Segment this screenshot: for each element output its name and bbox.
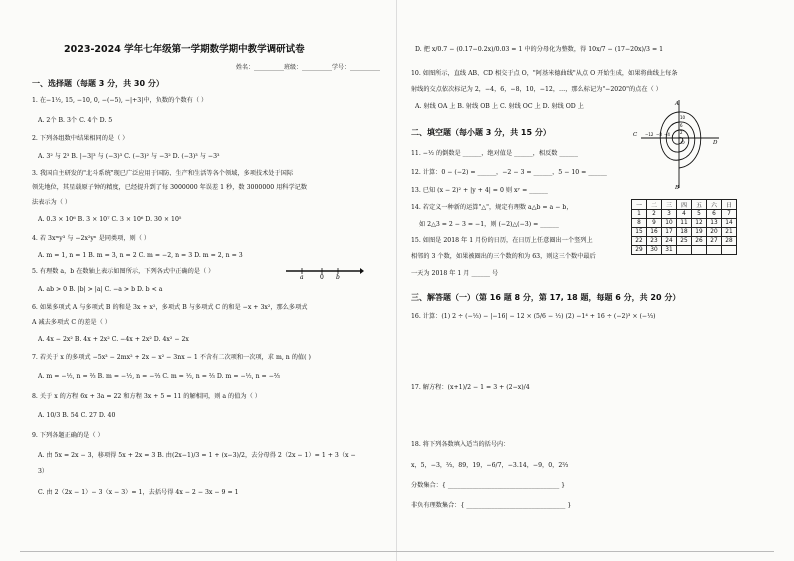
question-5-options: A. ab > 0 B. |b| > |a| C. −a > b D. b < a bbox=[38, 286, 163, 293]
calendar-cell: 20 bbox=[707, 228, 722, 237]
calendar-cell bbox=[722, 246, 737, 255]
question-4-options: A. m = 1, n = 1 B. m = 3, n = 2 C. m = −2, n = 3 D. m = 2, n = 3 bbox=[38, 252, 243, 259]
question-6-options: A. 4x − 2x² B. 4x + 2x² C. −4x + 2x² D. 4x² − 2x bbox=[38, 336, 189, 343]
calendar-cell: 13 bbox=[707, 219, 722, 228]
label-a: a bbox=[300, 274, 304, 279]
section-2-heading: 二、填空题（每小题 3 分，共 15 分） bbox=[411, 128, 551, 137]
question-1: 1. 在−1½, 15, −10, 0, −(−5), −|+3|中，负数的个数有（ ） bbox=[32, 97, 208, 104]
calendar-header-cell: 一 bbox=[632, 200, 647, 210]
calendar-cell: 15 bbox=[632, 228, 647, 237]
calendar-cell: 24 bbox=[662, 237, 677, 246]
calendar-cell: 10 bbox=[662, 219, 677, 228]
question-14-line1: 14. 若定义一种新的运算"△"，规定有理数 a△b = a − b， bbox=[411, 204, 573, 211]
calendar-cell: 21 bbox=[722, 228, 737, 237]
calendar-cell bbox=[692, 246, 707, 255]
question-7-options: A. m = −½, n = ⅔ B. m = −½, n = −⅔ C. m = ½, n = ⅔ D. m = −½, n = −⅔ bbox=[38, 373, 280, 380]
fraction-set-field: 分数集合：{ ____________________________________ } bbox=[411, 482, 566, 489]
question-10-line2: 射线的交点依次标记为 2，−4，6，−8，10，−12，…，那么标记为"−2020"的点在（ ） bbox=[411, 86, 662, 93]
label-neg4: −4 bbox=[664, 132, 670, 137]
calendar-row bbox=[632, 219, 737, 228]
question-2: 2. 下列各组数中结果相同的是（ ） bbox=[32, 135, 129, 142]
calendar-cell: 12 bbox=[692, 219, 707, 228]
question-18: 18. 将下列各数填入适当的括号内： bbox=[411, 441, 510, 448]
question-16: 16. 计算：(1) 2 ÷ (−⅓) − |−16| − 12 × (5/6 − ½) (2) −1⁴ + 16 ÷ (−2)³ × (−⅓) bbox=[411, 313, 656, 320]
question-12: 12. 计算：0 − (−2) = ______，−2 − 3 = ______，5 − 10 = ______ bbox=[411, 169, 607, 176]
calendar-cell: 6 bbox=[707, 210, 722, 219]
calendar-cell bbox=[677, 246, 692, 255]
calendar-cell: 19 bbox=[692, 228, 707, 237]
calendar-cell: 2 bbox=[647, 210, 662, 219]
label-O: O bbox=[681, 141, 685, 146]
question-8: 8. 关于 x 的方程 6x + 3a = 22 和方程 3x + 5 = 11 的解相同，则 a 的值为（ ） bbox=[32, 393, 261, 400]
label-10: 10 bbox=[680, 115, 686, 120]
calendar-header-cell: 日 bbox=[722, 200, 737, 210]
section-3-heading: 三、解答题（一）（第 16 题 8 分，第 17, 18 题，每题 6 分，共 20 分） bbox=[411, 293, 681, 302]
number-line-arrow bbox=[360, 268, 364, 274]
calendar-cell: 8 bbox=[632, 219, 647, 228]
label-neg12: −12 bbox=[645, 132, 654, 137]
calendar-cell bbox=[707, 246, 722, 255]
exam-title: 2023-2024 学年七年级第一学期数学期中教学调研试卷 bbox=[64, 44, 305, 55]
calendar-cell: 5 bbox=[692, 210, 707, 219]
calendar-cell: 3 bbox=[662, 210, 677, 219]
label-neg8: −8 bbox=[656, 132, 662, 137]
calendar-header-cell: 五 bbox=[692, 200, 707, 210]
question-14-line2: 如 2△3 = 2 − 3 = −1，则 (−2)△(−3) = ______ bbox=[419, 221, 559, 228]
calendar-cell: 18 bbox=[677, 228, 692, 237]
calendar-cell: 23 bbox=[647, 237, 662, 246]
calendar-table bbox=[631, 199, 737, 255]
label-A: A bbox=[675, 101, 679, 107]
calendar-cell: 14 bbox=[722, 219, 737, 228]
calendar-cell: 1 bbox=[632, 210, 647, 219]
question-3-line1: 3. 我国自主研发的"北斗系统"现已广泛应用于国防、生产和生活等各个领域，多项技术处于国际 bbox=[32, 170, 294, 177]
question-9-option-c: C. 由 2（2x − 1）− 3（x − 3）= 1，去括号得 4x − 2 − 3x − 9 = 1 bbox=[38, 489, 239, 496]
question-3-line3: 法表示为（ ） bbox=[32, 199, 72, 206]
question-15-line2: 相邻的 3 个数，如果被圈出的三个数的和为 63，则这三个数中最后 bbox=[411, 253, 596, 260]
question-8-options: A. 10/3 B. 54 C. 27 D. 40 bbox=[38, 412, 116, 419]
student-info: 姓名：__________班级：__________学号：__________ bbox=[236, 64, 381, 71]
calendar-cell: 31 bbox=[662, 246, 677, 255]
calendar-cell: 17 bbox=[662, 228, 677, 237]
question-1-options: A. 2个 B. 3个 C. 4个 D. 5 bbox=[38, 117, 113, 124]
question-2-options: A. 3² 与 2³ B. |−3|³ 与 (−3)³ C. (−3)² 与 −3² D. (−3)³ 与 −3³ bbox=[38, 153, 220, 160]
question-9-option-a-b: A. 由 5x = 2x − 3，移项得 5x + 2x = 3 B. 由(2x−1)/3 = 1 + (x−3)/2，去分母得 2（2x − 1）= 1 + 3（x − bbox=[38, 452, 356, 459]
label-0: 0 bbox=[320, 274, 324, 279]
calendar-cell: 9 bbox=[647, 219, 662, 228]
calendar-header-cell: 六 bbox=[707, 200, 722, 210]
calendar-row bbox=[632, 246, 737, 255]
calendar-cell: 7 bbox=[722, 210, 737, 219]
question-9: 9. 下列各题正确的是（ ） bbox=[32, 432, 104, 439]
calendar-header-cell: 四 bbox=[677, 200, 692, 210]
section-1-heading: 一、选择题（每题 3 分，共 30 分） bbox=[32, 79, 164, 88]
question-3-line2: 领先地位，其星载原子钟的精度，已经提升到了每 3000000 年误差 1 秒，数 3000000 用科学记数 bbox=[32, 184, 308, 191]
label-D: D bbox=[713, 140, 718, 146]
calendar-row bbox=[632, 210, 737, 219]
question-15-line1: 15. 如图是 2018 年 1 月份的日历，在日历上任意圈出一个竖列上 bbox=[411, 237, 593, 244]
calendar-cell: 11 bbox=[677, 219, 692, 228]
calendar-header-cell: 二 bbox=[647, 200, 662, 210]
spiral-curve bbox=[660, 112, 701, 168]
calendar-cell: 4 bbox=[677, 210, 692, 219]
question-6-line2: A 减去多项式 C 的差是（ ） bbox=[32, 319, 111, 326]
calendar-row bbox=[632, 237, 737, 246]
question-9-option-b-cont: 3） bbox=[38, 468, 49, 475]
nonneg-rational-set-field: 非负有理数集合：{ ________________________________ } bbox=[411, 502, 572, 509]
label-B: B bbox=[675, 185, 680, 190]
question-4: 4. 若 3xᵐy³ 与 −2x²yⁿ 是同类项，则（ ） bbox=[32, 235, 151, 242]
calendar-cell: 28 bbox=[722, 237, 737, 246]
label-6: 6 bbox=[680, 123, 683, 128]
question-13: 13. 已知 (x − 2)² + |y + 4| = 0 则 xʸ = ______ bbox=[411, 187, 548, 194]
question-15-line3: 一天为 2018 年 1 月 ______ 号 bbox=[411, 270, 499, 277]
calendar-header-cell: 三 bbox=[662, 200, 677, 210]
question-9-option-d: D. 把 x/0.7 − (0.17−0.2x)/0.03 = 1 中的分母化为整数，得 10x/7 − (17−20x)/3 = 1 bbox=[415, 46, 664, 53]
calendar-cell: 25 bbox=[677, 237, 692, 246]
question-10-options: A. 射线 OA 上 B. 射线 OB 上 C. 射线 OC 上 D. 射线 OD 上 bbox=[415, 103, 584, 110]
question-17: 17. 解方程：(x+1)/2 − 1 = 3 + (2−x)/4 bbox=[411, 384, 530, 391]
calendar-cell: 30 bbox=[647, 246, 662, 255]
calendar-row bbox=[632, 228, 737, 237]
question-11: 11. −½ 的倒数是 ______，绝对值是 ______，相反数 ______ bbox=[411, 150, 578, 157]
question-7: 7. 若关于 x 的多项式 −5x³ − 2mx² + 2x − x² − 3nx − 1 不含有二次项和一次项，求 m, n 的值( ) bbox=[32, 354, 311, 361]
question-5: 5. 有理数 a，b 在数轴上表示如图所示，下列各式中正确的是（ ） bbox=[32, 268, 215, 275]
calendar-header-row bbox=[632, 200, 737, 210]
label-b: b bbox=[336, 274, 340, 279]
number-line-figure bbox=[284, 265, 364, 279]
question-3-options: A. 0.3 × 10⁶ B. 3 × 10⁷ C. 3 × 10⁶ D. 30 × 10⁵ bbox=[38, 216, 182, 223]
calendar-cell: 29 bbox=[632, 246, 647, 255]
archimedes-spiral-figure bbox=[633, 98, 719, 190]
question-18-numbers: x，5，−3，⅔，89，19，−6/7，−3.14，−9，0，2⅔ bbox=[411, 462, 569, 469]
label-C: C bbox=[633, 132, 638, 138]
right-column bbox=[397, 0, 794, 561]
calendar-cell: 22 bbox=[632, 237, 647, 246]
calendar-cell: 26 bbox=[692, 237, 707, 246]
calendar-cell: 16 bbox=[647, 228, 662, 237]
question-6-line1: 6. 如果多项式 A 与多项式 B 的和是 3x + x²，多项式 B 与多项式 C 的和是 −x + 3x²，那么多项式 bbox=[32, 304, 308, 311]
calendar-cell: 27 bbox=[707, 237, 722, 246]
question-10-line1: 10. 如图所示，直线 AB、CD 相交于点 O，"阿基米德曲线"从点 O 开始生成，如果将曲线上每条 bbox=[411, 70, 678, 77]
label-2: 2 bbox=[680, 130, 683, 135]
